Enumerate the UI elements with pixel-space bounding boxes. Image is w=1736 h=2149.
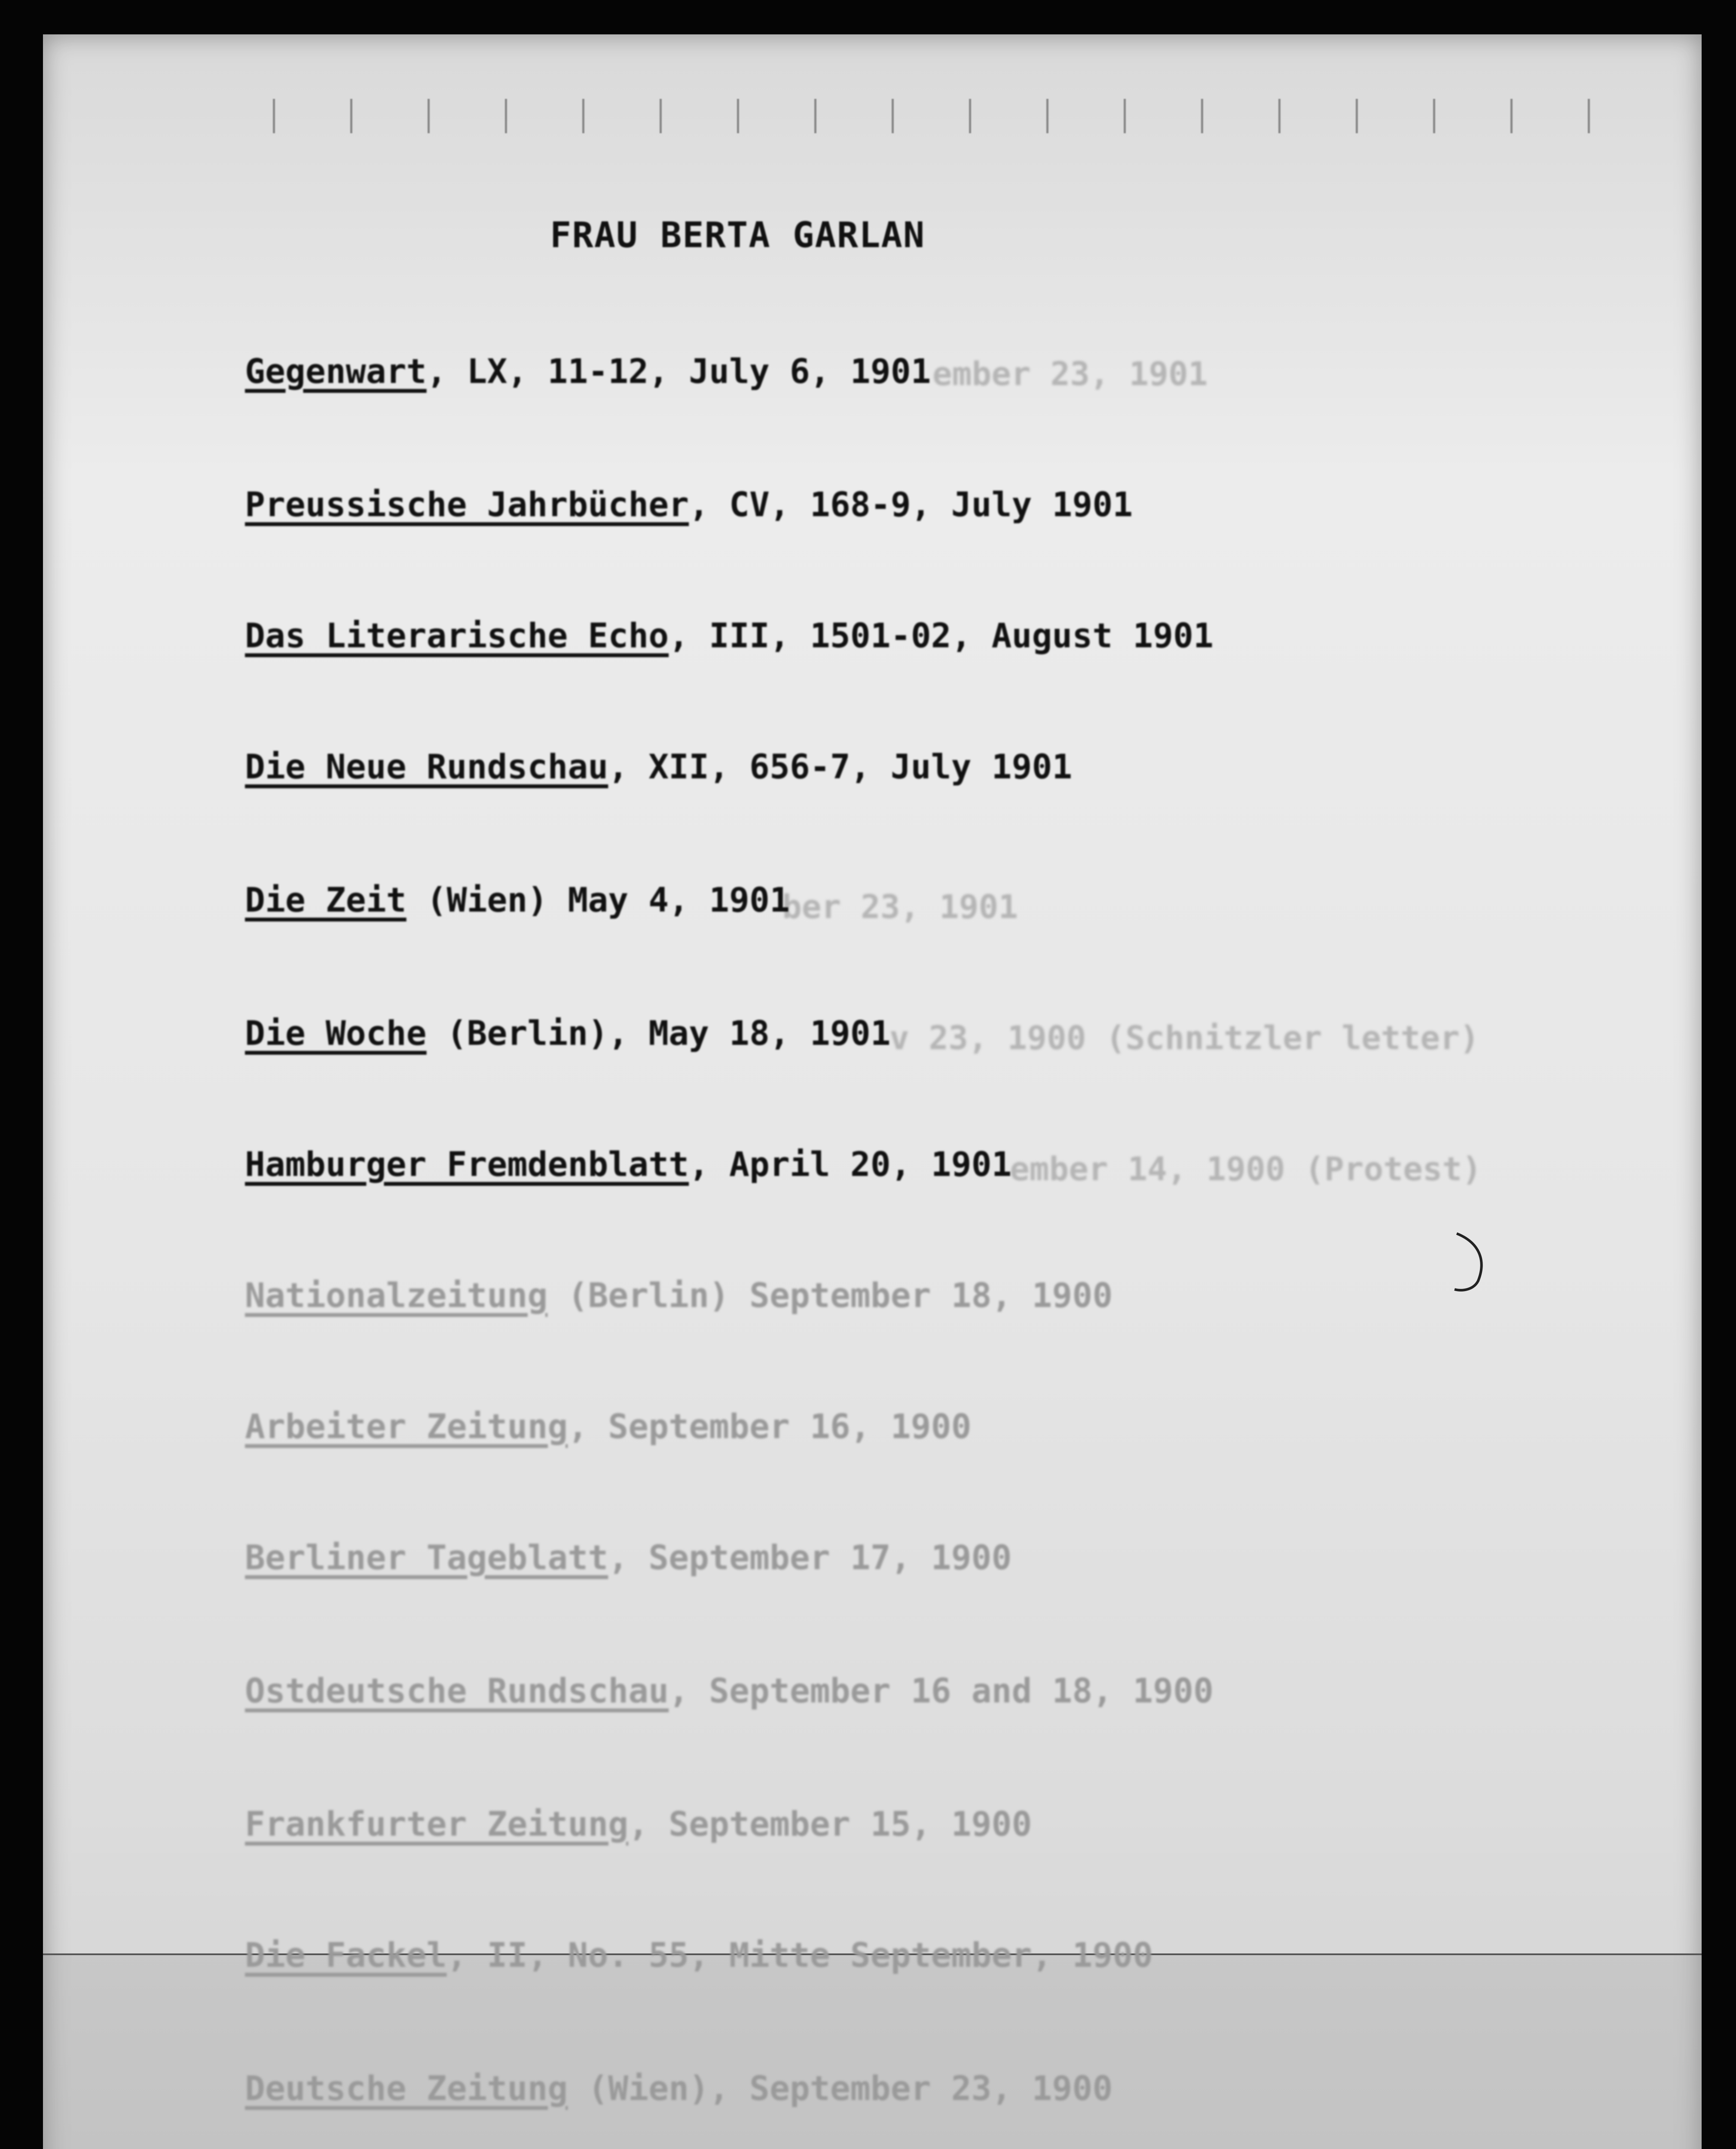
list-item (245, 617, 1620, 655)
top-edge-marks (249, 99, 1624, 133)
list-item (245, 1408, 1620, 1446)
publication-title: Das Literarische Echo (245, 617, 669, 655)
publication-details: , LX, 11-12, July 6, 1901 (426, 352, 931, 391)
publication-details: , XII, 656-7, July 1901 (608, 748, 1073, 787)
ghost-line: v 23, 1900 (Schnitzler letter) (889, 1019, 1479, 1057)
publication-details: , September 16 and 18, 1900 (669, 1672, 1214, 1711)
list-item (245, 352, 1620, 391)
publication-title: Hamburger Fremdenblatt (245, 1145, 689, 1184)
list-item (245, 1277, 1620, 1315)
list-item (245, 1672, 1620, 1711)
ghost-line: ember 23, 1901 (932, 355, 1208, 393)
publication-details: , III, 1501-02, August 1901 (669, 617, 1214, 655)
ghost-line: ber 23, 1901 (782, 888, 1018, 926)
publication-title: Preussische Jahrbücher (245, 486, 689, 524)
list-item (245, 486, 1620, 524)
publication-title: Nationalzeitung (245, 1277, 548, 1315)
publication-title: Frankfurter Zeitung (245, 1805, 629, 1844)
publication-title: Die Woche (245, 1014, 427, 1053)
list-item (245, 1145, 1620, 1184)
list-item (245, 748, 1620, 787)
publication-details: (Wien) May 4, 1901 (406, 881, 790, 920)
publication-details: , CV, 168-9, July 1901 (689, 486, 1133, 524)
publication-details: , II, No. 55, Mitte September, 1900 (446, 1936, 1153, 1975)
publication-title: Arbeiter Zeitung (245, 1408, 568, 1446)
publication-title: Deutsche Zeitung (245, 2069, 568, 2108)
publication-title: Ostdeutsche Rundschau (245, 1672, 669, 1711)
list-item (245, 881, 1620, 920)
publication-details: (Berlin), May 18, 1901 (426, 1014, 891, 1053)
publication-details: (Wien), September 23, 1900 (568, 2069, 1113, 2108)
document-page (43, 34, 1702, 2149)
publication-details: , September 17, 1900 (608, 1539, 1012, 1577)
document-heading: FRAU BERTA GARLAN (550, 215, 926, 256)
publication-title: Die Zeit (245, 881, 406, 920)
lower-shaded-band (43, 1953, 1702, 2149)
handwritten-bracket-mark (1448, 1229, 1495, 1298)
list-item (245, 1014, 1620, 1053)
publication-details: , April 20, 1901 (689, 1145, 1012, 1184)
list-item (245, 1805, 1620, 1844)
publication-title: Die Neue Rundschau (245, 748, 608, 787)
publication-details: , September 16, 1900 (568, 1408, 972, 1446)
list-item (245, 2069, 1620, 2108)
list-item (245, 1539, 1620, 1577)
ghost-line: ember 14, 1900 (Protest) (1010, 1150, 1482, 1188)
publication-details: , September 15, 1900 (628, 1805, 1032, 1844)
list-item (245, 1936, 1620, 1975)
publication-title: Die Fackel (245, 1936, 447, 1975)
publication-title: Berliner Tageblatt (245, 1539, 608, 1577)
publication-details: (Berlin) September 18, 1900 (547, 1277, 1113, 1315)
publication-title: Gegenwart (245, 352, 427, 391)
